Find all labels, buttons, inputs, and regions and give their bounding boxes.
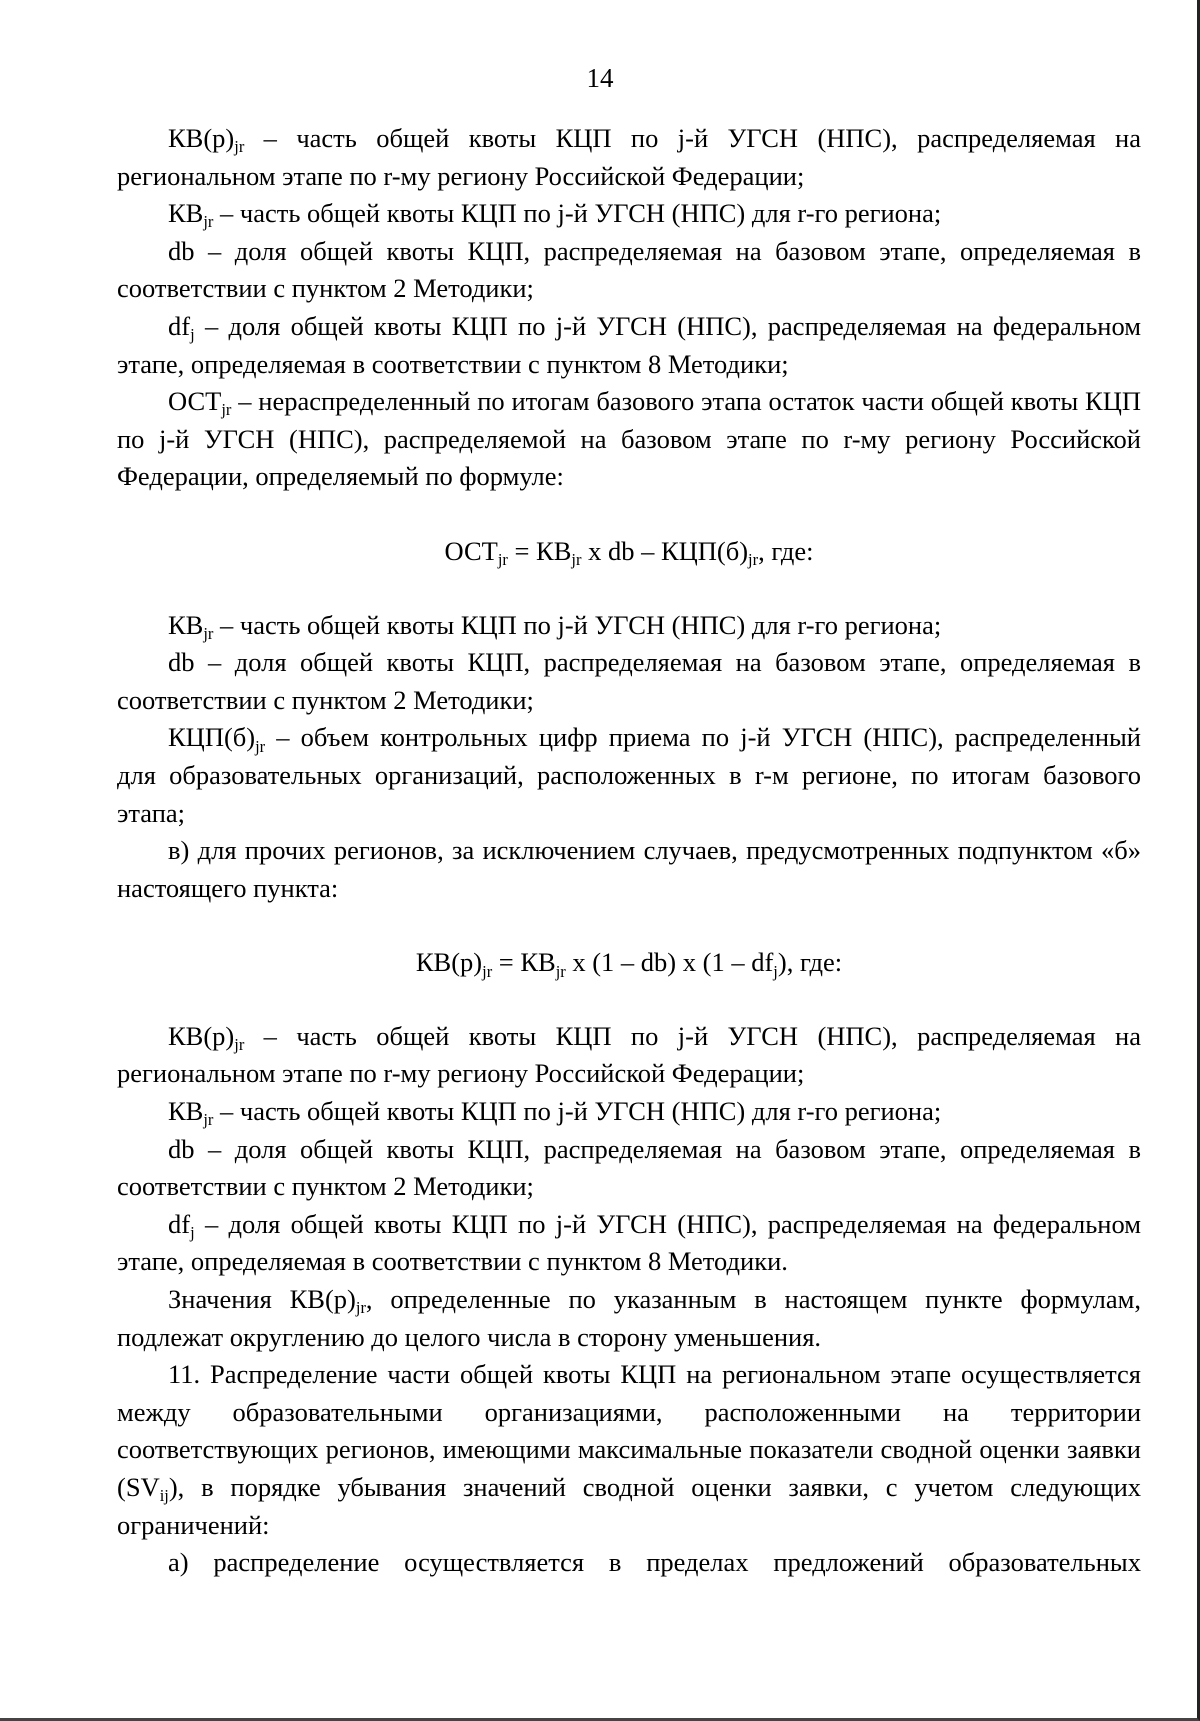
text-run: – доля общей квоты КЦП по j-й УГСН (НПС), распределяемая на федеральном этапе, определяемая в соответствии с пунктом 8 Методики; — [117, 310, 1141, 379]
text-run: Значения КВ(р) — [168, 1284, 356, 1315]
text-run: db – доля общей квоты КЦП, распределяемая на базовом этапе, определяемая в соответствии с пунктом 2 Методики; — [117, 235, 1141, 304]
text-run: x db – КЦП(б) — [581, 535, 749, 566]
text-run: КВ(р) — [415, 947, 483, 978]
subscript: jr — [571, 550, 582, 570]
subscript: jr — [748, 550, 759, 570]
paragraph — [117, 832, 1141, 907]
subscript: jr — [482, 961, 493, 981]
subscript: j — [773, 961, 778, 981]
text-run: – часть общей квоты КЦП по j-й УГСН (НПС) для r-го региона; — [213, 609, 942, 640]
text-run: , определенные по указанным в настоящем пункте формулам, подлежат округлению до целого числа в сторону уменьшения. — [117, 1284, 1141, 1352]
paragraph — [117, 233, 1141, 308]
text-run: , где: — [758, 535, 814, 566]
paragraph — [117, 607, 1141, 645]
paragraph — [117, 719, 1141, 832]
formula — [117, 944, 1141, 982]
document-body — [117, 120, 1141, 1582]
subscript: jr — [203, 623, 214, 643]
text-run: ), в порядке убывания значений сводной оценки заявки, с учетом следующих ограничений: — [117, 1472, 1141, 1540]
text-run: df — [168, 310, 191, 341]
text-run: а) распределение осуществляется в пределах предложений образовательных — [168, 1547, 1141, 1578]
paragraph — [117, 1131, 1141, 1206]
paragraph — [117, 1356, 1141, 1544]
paragraph — [117, 1093, 1141, 1131]
paragraph — [117, 1206, 1141, 1281]
paragraph — [117, 644, 1141, 719]
text-run: – часть общей квоты КЦП по j-й УГСН (НПС), распределяемая на региональном этапе по r-му региону Российской Федерации; — [117, 1020, 1141, 1089]
text-run: = КВ — [492, 947, 556, 978]
subscript: jr — [234, 137, 245, 157]
subscript: jr — [234, 1035, 245, 1055]
paragraph — [117, 1018, 1141, 1093]
paragraph — [117, 1281, 1141, 1356]
text-run: КВ — [168, 1096, 204, 1127]
text-run: = КВ — [507, 535, 572, 566]
formula — [117, 533, 1141, 571]
text-run: КВ — [168, 198, 204, 229]
subscript: j — [190, 325, 195, 345]
paragraph — [117, 120, 1141, 195]
text-run: – часть общей квоты КЦП по j-й УГСН (НПС) для r-го региона; — [213, 198, 942, 229]
text-run: – доля общей квоты КЦП по j-й УГСН (НПС), распределяемая на федеральном этапе, определяемая в соответствии с пунктом 8 Методики. — [117, 1208, 1141, 1277]
text-run: df — [168, 1208, 191, 1239]
text-run: – нераспределенный по итогам базового этапа остаток части общей квоты КЦП по j-й УГСН (НПС), распределяемой на базовом этапе по r-му региону Российской Федерации, определяемый по формуле: — [117, 386, 1141, 492]
text-run: КВ — [168, 609, 204, 640]
text-run: x (1 – db) x (1 – df — [565, 947, 774, 978]
text-run: 11. Распределение части общей квоты КЦП на региональном этапе осуществляется между образовательными организациями, расположенными на территории соответствующих регионов, имеющими максимальные показатели сводной оценки заявки (SV — [117, 1359, 1141, 1502]
subscript: jr — [221, 400, 232, 420]
text-run: – часть общей квоты КЦП по j-й УГСН (НПС), распределяемая на региональном этапе по r-му региону Российской Федерации; — [117, 123, 1141, 191]
subscript: jr — [255, 736, 266, 756]
subscript: jr — [555, 961, 566, 981]
paragraph — [117, 195, 1141, 233]
text-run: КВ(р) — [168, 123, 235, 153]
subscript: j — [190, 1223, 195, 1243]
text-run: в) для прочих регионов, за исключением случаев, предусмотренных подпунктом «б» настоящего пункта: — [117, 835, 1141, 903]
text-run: ОСТ — [444, 535, 498, 566]
subscript: ij — [159, 1486, 169, 1506]
text-run: КЦП(б) — [168, 722, 256, 753]
subscript: jr — [355, 1298, 366, 1318]
text-run: ОСТ — [168, 386, 222, 417]
paragraph — [117, 1544, 1141, 1582]
text-run: ), где: — [777, 947, 843, 978]
text-run: db – доля общей квоты КЦП, распределяемая на базовом этапе, определяемая в соответствии с пунктом 2 Методики; — [117, 1133, 1141, 1202]
text-run: db – доля общей квоты КЦП, распределяемая на базовом этапе, определяемая в соответствии с пунктом 2 Методики; — [117, 647, 1141, 715]
paragraph — [117, 383, 1141, 496]
paragraph — [117, 308, 1141, 383]
text-run: КВ(р) — [168, 1020, 235, 1051]
text-run: – объем контрольных цифр приема по j-й УГСН (НПС), распределенный для образовательных организаций, расположенных в r-м регионе, по итогам базового этапа; — [117, 722, 1141, 828]
text-run: – часть общей квоты КЦП по j-й УГСН (НПС) для r-го региона; — [213, 1096, 942, 1127]
subscript: jr — [203, 212, 214, 232]
page-number: 14 — [586, 63, 614, 93]
subscript: jr — [203, 1110, 214, 1130]
subscript: jr — [497, 550, 508, 570]
